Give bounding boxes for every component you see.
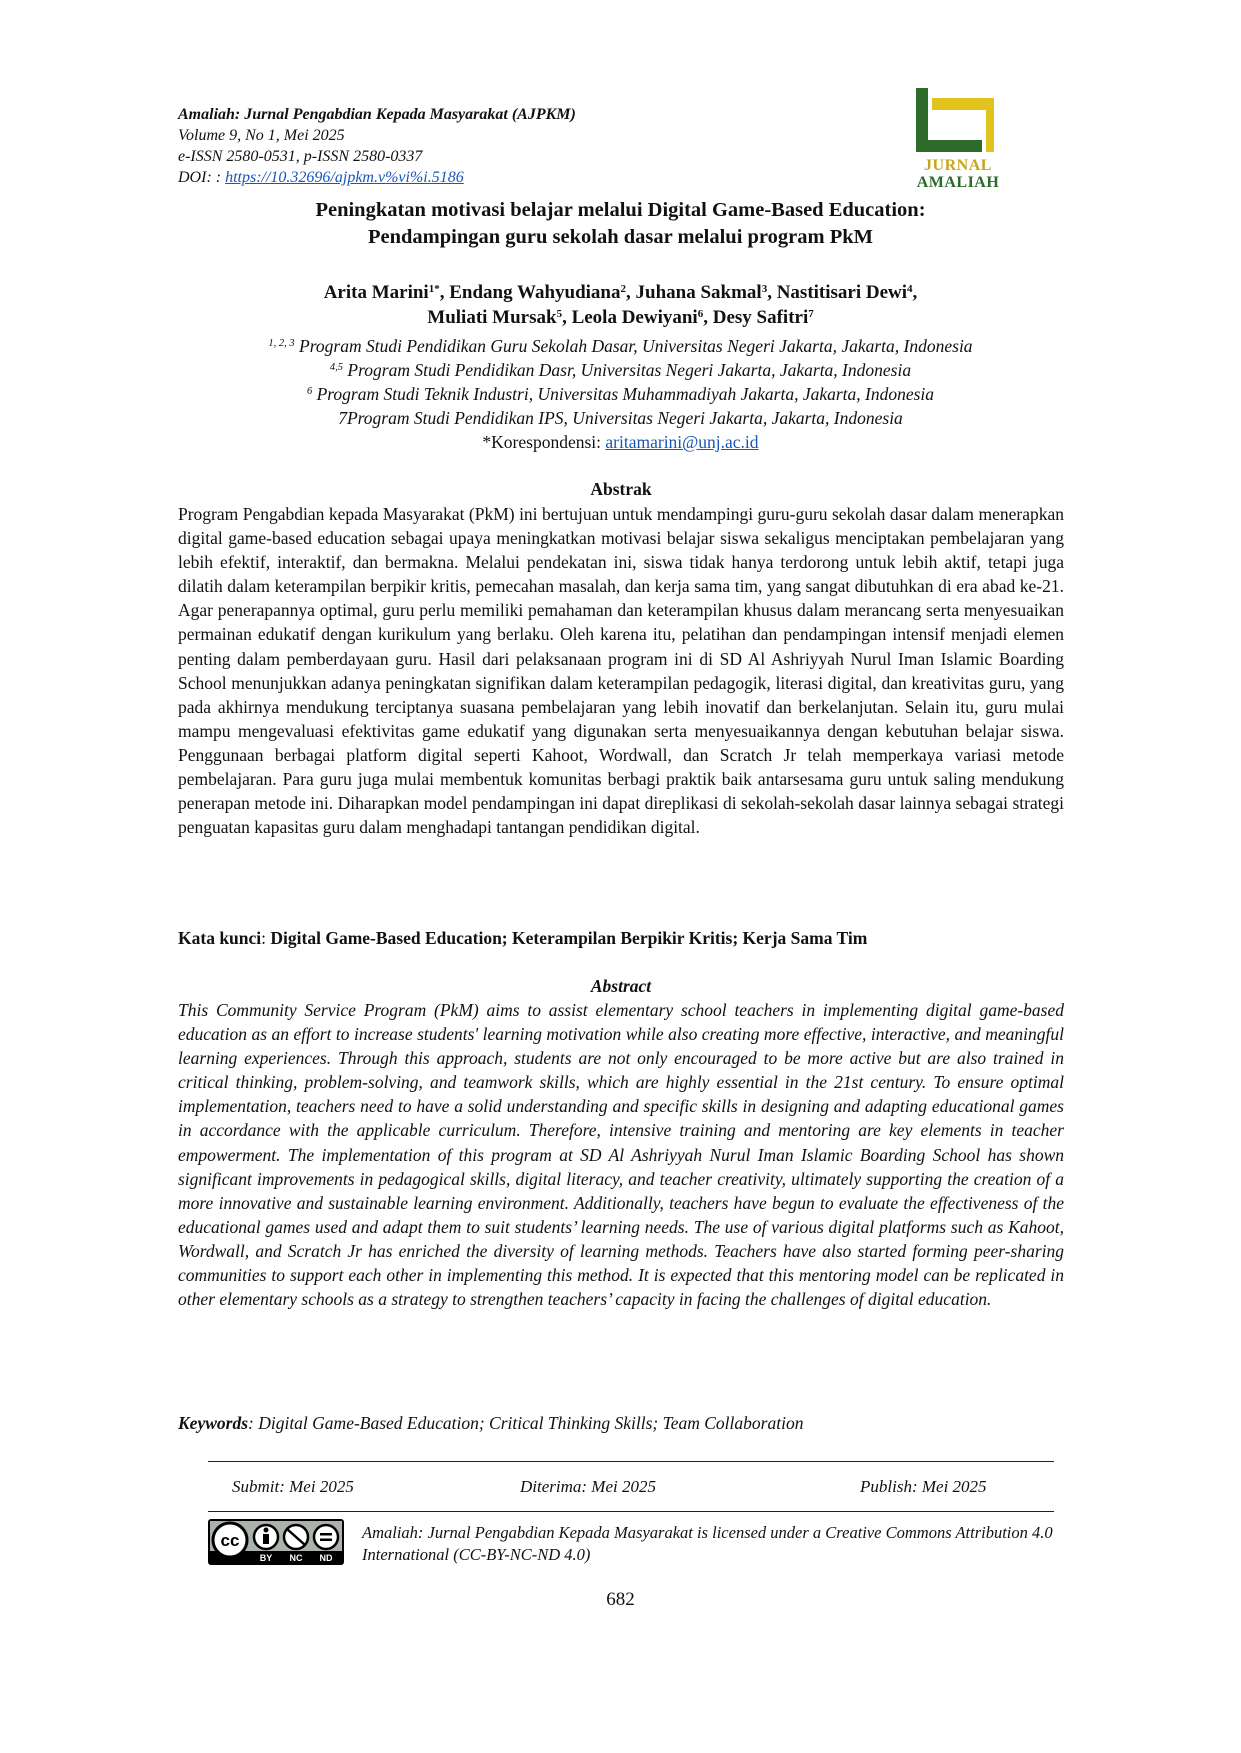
doi-label: DOI: : — [178, 169, 226, 186]
author-name: Muliati Mursak — [427, 307, 557, 328]
logo-text-amaliah: AMALIAH — [916, 174, 1000, 191]
author-sup: 4 — [907, 283, 913, 295]
keywords-text: Digital Game-Based Education; Critical Thinking Skills; Team Collaboration — [258, 1413, 804, 1433]
divider-top — [208, 1461, 1054, 1462]
cc-label: cc — [220, 1531, 240, 1550]
cc-by-label: BY — [259, 1553, 273, 1563]
authors-line-1: Arita Marini$^{1*}$, Endang Wahyudiana$^2$, Juhana Sakmal$^3$, Nastitisari Dewi$^4$, — [323, 282, 918, 303]
journal-issn: e-ISSN 2580-0531, p-ISSN 2580-0337 — [178, 148, 423, 165]
date-diterima: Diterima: Mei 2025 — [520, 1477, 656, 1496]
author-name: Nastitisari Dewi — [776, 282, 908, 303]
kata-kunci-text: Digital Game-Based Education; Keterampilan Berpikir Kritis; Kerja Sama Tim — [270, 928, 868, 948]
author-name: Juhana Sakmal — [635, 282, 762, 303]
title-line-1: Peningkatan motivasi belajar melalui Digital Game-Based Education: — [315, 199, 926, 221]
author-name: Desy Safitri — [712, 307, 809, 328]
doi-link[interactable]: https://10.32696/ajpkm.v%vi%i.5186 — [225, 169, 464, 186]
author-sup: 2 — [620, 283, 626, 295]
affiliation-text: Program Studi Pendidikan Dasr, Universitas Negeri Jakarta, Jakarta, Indonesia — [343, 360, 912, 380]
affiliation-text: Program Studi Pendidikan Guru Sekolah Dasar, Universitas Negeri Jakarta, Jakarta, Indonesia — [294, 336, 973, 356]
cc-nc-label: NC — [289, 1553, 303, 1563]
date-publish: Publish: Mei 2025 — [860, 1477, 987, 1496]
keywords-label: Keywords — [178, 1413, 248, 1433]
author-sup: 6 — [697, 308, 704, 320]
affiliation-sup: 6 — [306, 386, 313, 397]
affiliation-sup: 1, 2, 3 — [268, 338, 295, 349]
correspondence-email-link[interactable]: aritamarini@unj.ac.id — [605, 432, 759, 452]
journal-name: Amaliah: Jurnal Pengabdian Kepada Masyarakat (AJPKM) — [178, 106, 576, 123]
affiliation-3 — [140, 382, 1101, 406]
author-sup: 3 — [761, 283, 768, 295]
author-sup: 1* — [428, 283, 440, 295]
abstrak-heading: Abstrak — [590, 479, 652, 499]
journal-doi — [178, 167, 576, 188]
keywords — [178, 1411, 1064, 1435]
logo-text-jurnal: JURNAL — [924, 157, 992, 174]
affiliation-sup: 4,5 — [329, 362, 344, 373]
affiliation-1 — [140, 334, 1101, 358]
cc-by-nc-nd-icon — [208, 1519, 344, 1565]
journal-header — [178, 104, 576, 188]
journal-logo — [908, 86, 1008, 194]
correspondence-label: *Korespondensi: — [482, 432, 606, 452]
authors-line-2: Muliati Mursak$^5$, Leola Dewiyani$^6$, Desy Safitri$^7$ — [427, 307, 814, 328]
affiliation-text: Program Studi Teknik Industri, Universitas Muhammadiyah Jakarta, Jakarta, Indonesia — [312, 384, 935, 404]
author-name: Leola Dewiyani — [571, 307, 698, 328]
keywords-sep: : — [248, 1413, 259, 1433]
abstrak-body: Program Pengabdian kepada Masyarakat (PkM) ini bertujuan untuk mendampingi guru-guru sekolah dasar dalam menerapkan digital game-based education sebagai upaya meningkatkan motivasi belajar siswa sekaligus menciptakan pembelajaran yang lebih efektif, interaktif, dan bermakna. Melalui pendekatan ini, siswa tidak hanya terdorong untuk lebih aktif, tetapi juga dilatih dalam keterampilan berpikir kritis, pemecahan masalah, dan kerja sama tim, yang sangat dibutuhkan di era abad ke-21. Agar penerapannya optimal, guru perlu memiliki pemahaman dan keterampilan khusus dalam merancang serta menyesuaikan permainan edukatif dengan kurikulum yang berlaku. Oleh karena itu, pelatihan dan pendampingan intensif menjadi elemen penting dalam pemberdayaan guru. Hasil dari pelaksanaan program ini di SD Al Ashriyyah Nurul Iman Islamic Boarding School menunjukkan adanya peningkatan signifikan dalam keterampilan pedagogik, literasi digital, dan kreativitas guru, yang pada akhirnya mendukung terciptanya suasana pembelajaran yang lebih inovatif dan berkelanjutan. Selain itu, guru mulai mampu mengevaluasi efektivitas game edukatif yang digunakan serta menyesuaikannya dengan kebutuhan belajar siswa. Penggunaan berbagai platform digital seperti Kahoot, Wordwall, dan Scratch Jr telah memperkaya variasi metode pembelajaran. Para guru juga mulai membentuk komunitas berbagi praktik baik antarsesama guru untuk saling mendukung penerapan metode ini. Diharapkan model pendampingan ini dapat direplikasi di sekolah-sekolah dasar lainnya sebagai strategi penguatan kapasitas guru dalam menghadapi tantangan pendidikan digital. — [178, 504, 1064, 838]
cc-license-badge[interactable] — [208, 1519, 344, 1565]
author-list — [140, 280, 1101, 330]
kata-kunci-sep: : — [261, 928, 271, 948]
author-sup: 5 — [556, 308, 563, 320]
author-name: Endang Wahyudiana — [449, 282, 621, 303]
journal-volume: Volume 9, No 1, Mei 2025 — [178, 127, 345, 144]
logo-emblem-icon — [908, 86, 1008, 158]
correspondence — [140, 430, 1101, 454]
divider-bottom — [208, 1511, 1054, 1512]
cc-nd-label: ND — [319, 1553, 333, 1563]
title-line-2: Pendampingan guru sekolah dasar melalui program PkM — [368, 226, 873, 248]
kata-kunci-label: Kata kunci — [178, 928, 262, 948]
date-submit: Submit: Mei 2025 — [232, 1477, 354, 1496]
abstract-body: This Community Service Program (PkM) aims to assist elementary school teachers in implementing digital game-based education as an effort to increase students' learning motivation while also creating more effective, interactive, and meaningful learning experiences. Through this approach, students are not only encouraged to be more active but are also trained in critical thinking, problem-solving, and teamwork skills, which are highly essential in the 21st century. To ensure optimal implementation, teachers need to have a solid understanding and specific skills in designing and adapting educational games in accordance with the applicable curriculum. Therefore, intensive training and mentoring are key elements in teacher empowerment. The implementation of this program at SD Al Ashriyyah Nurul Iman Islamic Boarding School has shown significant improvements in pedagogical skills, digital literacy, and teacher creativity, ultimately supporting the creation of a more innovative and sustainable learning environment. Additionally, teachers have begun to evaluate the effectiveness of the educational games used and adapt them to suit students’ learning needs. The use of various digital platforms such as Kahoot, Wordwall, and Scratch Jr has enriched the diversity of learning methods. Teachers have also started forming peer-sharing communities to support each other in implementing this method. It is expected that this mentoring model can be replicated in other elementary schools as a strategy to strengthen teachers’ capacity in facing the challenges of digital education. — [178, 1000, 1064, 1310]
license-text: Amaliah: Jurnal Pengabdian Kepada Masyarakat is licensed under a Creative Commons Attribution 4.0 International (CC-BY-NC-ND 4.0) — [362, 1523, 1053, 1564]
page-number: 682 — [606, 1589, 635, 1610]
paper-title — [140, 197, 1101, 251]
kata-kunci — [178, 926, 1064, 950]
affiliation-2 — [140, 358, 1101, 382]
affiliation-4: 7Program Studi Pendidikan IPS, Universitas Negeri Jakarta, Jakarta, Indonesia — [338, 408, 903, 428]
affiliations — [140, 334, 1101, 454]
author-sup: 7 — [808, 308, 814, 320]
author-name: Arita Marini — [323, 282, 429, 303]
abstract-heading: Abstract — [590, 976, 652, 996]
